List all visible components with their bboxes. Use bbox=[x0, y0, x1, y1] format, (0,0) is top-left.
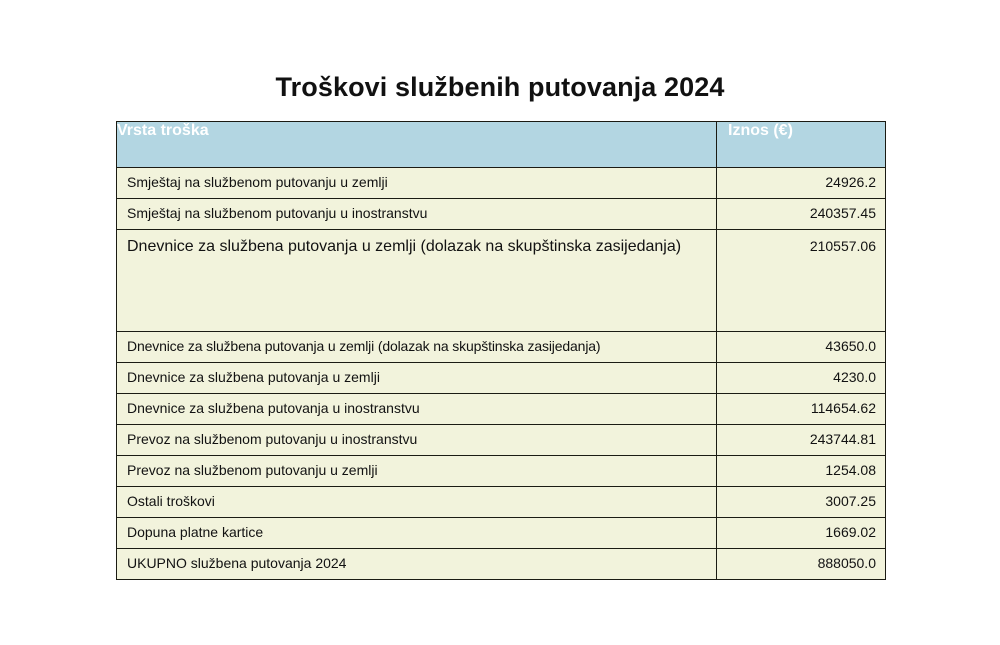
table-row bbox=[117, 363, 886, 394]
table-row bbox=[117, 168, 886, 199]
cell-expense-type: Dopuna platne kartice bbox=[117, 518, 717, 549]
cell-amount: 24926.2 bbox=[717, 168, 886, 199]
cell-amount: 4230.0 bbox=[717, 363, 886, 394]
table-row bbox=[117, 456, 886, 487]
table-row bbox=[117, 332, 886, 363]
cell-expense-type: Smještaj na službenom putovanju u inostranstvu bbox=[117, 199, 717, 230]
table-row bbox=[117, 425, 886, 456]
table-row bbox=[117, 199, 886, 230]
cell-amount: 1254.08 bbox=[717, 456, 886, 487]
cell-expense-type: Dnevnice za službena putovanja u zemlji bbox=[117, 363, 717, 394]
table-body bbox=[117, 168, 886, 580]
cell-amount: 43650.0 bbox=[717, 332, 886, 363]
table-header bbox=[117, 122, 886, 168]
cell-expense-type: Dnevnice za službena putovanja u inostranstvu bbox=[117, 394, 717, 425]
page-title: Troškovi službenih putovanja 2024 bbox=[275, 72, 725, 102]
cell-amount: 114654.62 bbox=[717, 394, 886, 425]
expenses-table bbox=[116, 121, 886, 580]
cell-expense-type: Prevoz na službenom putovanju u inostranstvu bbox=[117, 425, 717, 456]
table-header-row bbox=[117, 122, 886, 168]
cell-expense-type: UKUPNO službena putovanja 2024 bbox=[117, 549, 717, 580]
expenses-table-container bbox=[116, 121, 885, 580]
cell-amount: 210557.06 bbox=[717, 230, 886, 332]
cell-expense-type: Ostali troškovi bbox=[117, 487, 717, 518]
table-row bbox=[117, 487, 886, 518]
column-header-expense-type: Vrsta troška bbox=[117, 122, 717, 168]
cell-expense-type: Dnevnice za službena putovanja u zemlji (dolazak na skupštinska zasijedanja) bbox=[117, 332, 717, 363]
cell-expense-type: Dnevnice za službena putovanja u zemlji (dolazak na skupštinska zasijedanja) bbox=[117, 230, 717, 332]
cell-amount: 243744.81 bbox=[717, 425, 886, 456]
cell-expense-type: Prevoz na službenom putovanju u zemlji bbox=[117, 456, 717, 487]
cell-amount: 240357.45 bbox=[717, 199, 886, 230]
cell-amount: 1669.02 bbox=[717, 518, 886, 549]
table-row bbox=[117, 549, 886, 580]
cell-expense-type: Smještaj na službenom putovanju u zemlji bbox=[117, 168, 717, 199]
cell-amount: 888050.0 bbox=[717, 549, 886, 580]
column-header-amount: Iznos (€) bbox=[717, 122, 886, 168]
table-row bbox=[117, 230, 886, 332]
cell-amount: 3007.25 bbox=[717, 487, 886, 518]
table-row bbox=[117, 394, 886, 425]
table-row bbox=[117, 518, 886, 549]
